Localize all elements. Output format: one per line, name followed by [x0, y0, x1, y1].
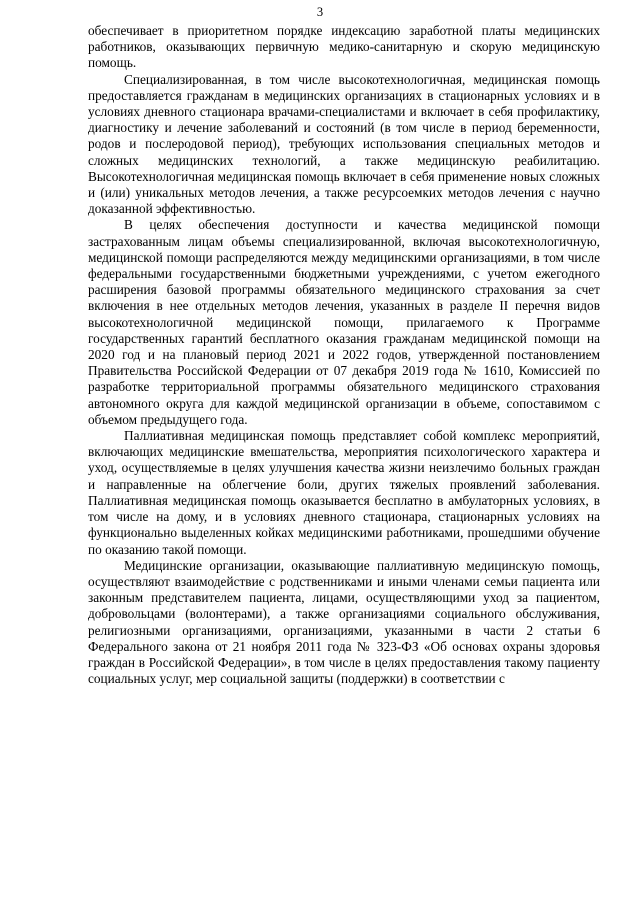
paragraph-continuation: обеспечивает в приоритетном порядке индексацию заработной платы медицинских работников, оказывающих первичную медико-санитарную и скорую медицинскую помощь.	[88, 23, 600, 71]
paragraph-palliative-care: Паллиативная медицинская помощь представляет собой комплекс мероприятий, включающих медицинские вмешательства, мероприятия психологического характера и уход, осуществляемые в целях улучшения качества жизни неизлечимо больных граждан и направленные на облегчение боли, других тяжелых проявлений заболевания. Паллиативная медицинская помощь оказывается бесплатно в амбулаторных условиях, в том числе на дому, и в условиях дневного стационара, стационарных условиях на функционально выделенных койках медицинскими работниками, прошедшими обучение по оказанию такой помощи.	[88, 428, 600, 557]
document-body	[88, 23, 600, 687]
paragraph-specialized-care: Специализированная, в том числе высокотехнологичная, медицинская помощь предоставляется гражданам в медицинских организациях в стационарных условиях и в условиях дневного стационара врачами-специалистами и включает в себя профилактику, диагностику и лечение заболеваний и состояний (в том числе в период беременности, родов и послеродовой период), требующих использования специальных методов и сложных медицинских технологий, а также медицинскую реабилитацию. Высокотехнологичная медицинская помощь включает в себя применение новых сложных и (или) уникальных методов лечения, а также ресурсоемких методов лечения с научно доказанной эффективностью.	[88, 71, 600, 217]
paragraph-palliative-organizations: Медицинские организации, оказывающие паллиативную медицинскую помощь, осуществляют взаимодействие с родственниками и иными членами семьи пациента или законным представителем пациента, лицами, осуществляющими уход за пациентом, добровольцами (волонтерами), а также организациями социального обслуживания, религиозными организациями, организациями, указанными в части 2 статьи 6 Федерального закона от 21 ноября 2011 года № 323-ФЗ «Об основах охраны здоровья граждан в Российской Федерации», в том числе в целях предоставления такому пациенту социальных услуг, мер социальной защиты (поддержки) в соответствии с	[88, 557, 600, 687]
paragraph-care-accessibility: В целях обеспечения доступности и качества медицинской помощи застрахованным лицам объемы специализированной, включая высокотехнологичную, медицинской помощи распределяются между медицинскими организациями, в том числе федеральными государственными бюджетными учреждениями, с учетом ежегодного расширения базовой программы обязательного медицинского страхования за счет включения в нее отдельных методов лечения, указанных в разделе II перечня видов высокотехнологичной медицинской помощи, прилагаемого к Программе государственных гарантий бесплатного оказания гражданам медицинской помощи на 2020 год и на плановый период 2021 и 2022 годов, утвержденной постановлением Правительства Российской Федерации от 07 декабря 2019 года № 1610, Комиссией по разработке территориальной программы обязательного медицинского страхования автономного округа для каждой медицинской организации в объеме, сопоставимом с объемом предыдущего года.	[88, 217, 600, 427]
page-number: 3	[316, 5, 324, 19]
